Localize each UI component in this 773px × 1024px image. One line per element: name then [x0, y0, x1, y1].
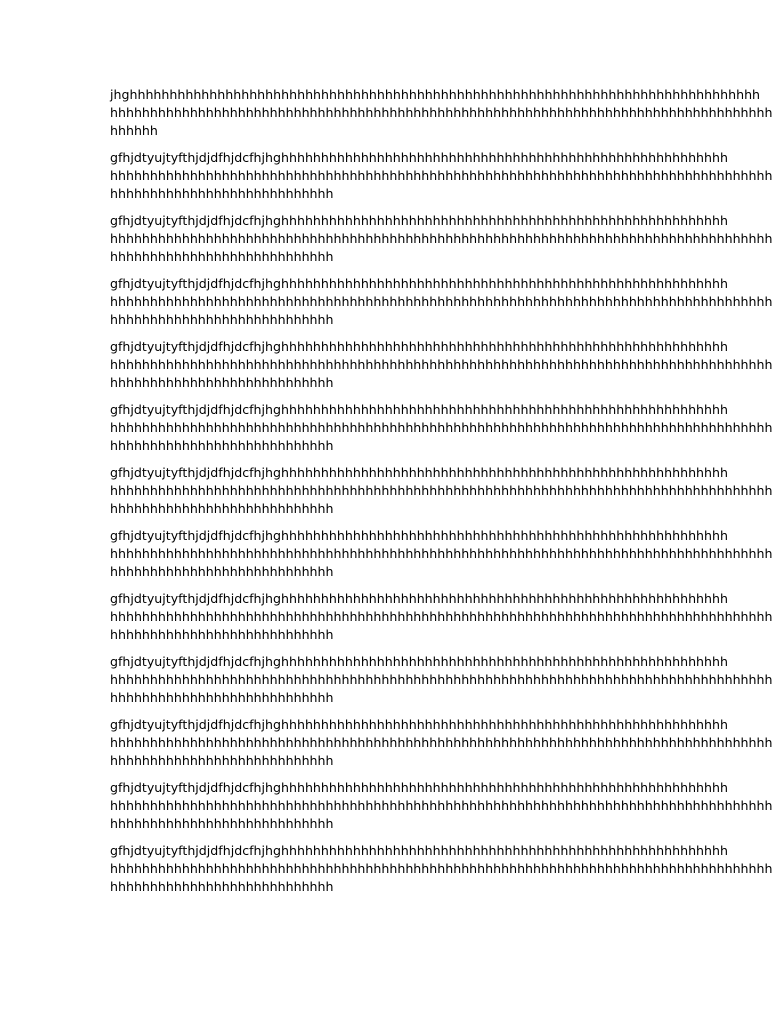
paragraph-line: jhghhhhhhhhhhhhhhhhhhhhhhhhhhhhhhhhhhhhhhhhhhhhhhhhhhhhhhhhhhhhhhhhhhhhhhhhhhhhhhh: [110, 87, 761, 102]
paragraph-line: hhhhhhhhhhhhhhhhhhhhhhhhhhhhhhhhhhhhhhhhhhhhhhhhhhhhhhhhhhhhhhhhhhhhhhhhhhhhhhhhhhh: [110, 168, 773, 183]
paragraph-line: hhhhhhhhhhhhhhhhhhhhhhhhhhhh: [110, 501, 334, 516]
paragraph-line: hhhhhhhhhhhhhhhhhhhhhhhhhhhhhhhhhhhhhhhhhhhhhhhhhhhhhhhhhhhhhhhhhhhhhhhhhhhhhhhhhhh: [110, 546, 773, 561]
paragraph[interactable]: [110, 527, 773, 581]
paragraph-line: gfhjdtyujtyfthjdjdfhjdcfhjhghhhhhhhhhhhhhhhhhhhhhhhhhhhhhhhhhhhhhhhhhhhhhhhhhhhhhhhh: [110, 654, 728, 669]
paragraph-line: hhhhhhhhhhhhhhhhhhhhhhhhhhhhhhhhhhhhhhhhhhhhhhhhhhhhhhhhhhhhhhhhhhhhhhhhhhhhhhhhhhh: [110, 357, 773, 372]
paragraph-line: hhhhhhhhhhhhhhhhhhhhhhhhhhhh: [110, 753, 334, 768]
paragraph[interactable]: [110, 86, 773, 140]
paragraph-line: hhhhhhhhhhhhhhhhhhhhhhhhhhhhhhhhhhhhhhhhhhhhhhhhhhhhhhhhhhhhhhhhhhhhhhhhhhhhhhhhhhh: [110, 798, 773, 813]
paragraph-line: hhhhhhhhhhhhhhhhhhhhhhhhhhhh: [110, 564, 334, 579]
paragraph-line: hhhhhhhhhhhhhhhhhhhhhhhhhhhhhhhhhhhhhhhhhhhhhhhhhhhhhhhhhhhhhhhhhhhhhhhhhhhhhhhhhhh: [110, 231, 773, 246]
paragraph[interactable]: [110, 653, 773, 707]
paragraph-line: gfhjdtyujtyfthjdjdfhjdcfhjhghhhhhhhhhhhhhhhhhhhhhhhhhhhhhhhhhhhhhhhhhhhhhhhhhhhhhhhh: [110, 528, 728, 543]
paragraph-line: hhhhhhhhhhhhhhhhhhhhhhhhhhhh: [110, 186, 334, 201]
paragraph-line: gfhjdtyujtyfthjdjdfhjdcfhjhghhhhhhhhhhhhhhhhhhhhhhhhhhhhhhhhhhhhhhhhhhhhhhhhhhhhhhhh: [110, 591, 728, 606]
paragraph[interactable]: [110, 149, 773, 203]
paragraph-line: gfhjdtyujtyfthjdjdfhjdcfhjhghhhhhhhhhhhhhhhhhhhhhhhhhhhhhhhhhhhhhhhhhhhhhhhhhhhhhhhh: [110, 402, 728, 417]
paragraph-line: gfhjdtyujtyfthjdjdfhjdcfhjhghhhhhhhhhhhhhhhhhhhhhhhhhhhhhhhhhhhhhhhhhhhhhhhhhhhhhhhh: [110, 843, 728, 858]
paragraph[interactable]: [110, 338, 773, 392]
paragraph-line: hhhhhhhhhhhhhhhhhhhhhhhhhhhh: [110, 312, 334, 327]
paragraph-line: gfhjdtyujtyfthjdjdfhjdcfhjhghhhhhhhhhhhhhhhhhhhhhhhhhhhhhhhhhhhhhhhhhhhhhhhhhhhhhhhh: [110, 213, 728, 228]
paragraph-line: hhhhhhhhhhhhhhhhhhhhhhhhhhhh: [110, 879, 334, 894]
paragraph-line: hhhhhh: [110, 123, 158, 138]
paragraph-line: hhhhhhhhhhhhhhhhhhhhhhhhhhhhhhhhhhhhhhhhhhhhhhhhhhhhhhhhhhhhhhhhhhhhhhhhhhhhhhhhhhh: [110, 735, 773, 750]
paragraph[interactable]: [110, 212, 773, 266]
paragraph-line: gfhjdtyujtyfthjdjdfhjdcfhjhghhhhhhhhhhhhhhhhhhhhhhhhhhhhhhhhhhhhhhhhhhhhhhhhhhhhhhhh: [110, 150, 728, 165]
paragraph-line: hhhhhhhhhhhhhhhhhhhhhhhhhhhh: [110, 627, 334, 642]
paragraph[interactable]: [110, 275, 773, 329]
paragraph-line: hhhhhhhhhhhhhhhhhhhhhhhhhhhhhhhhhhhhhhhhhhhhhhhhhhhhhhhhhhhhhhhhhhhhhhhhhhhhhhhhhhh: [110, 609, 773, 624]
paragraph-line: hhhhhhhhhhhhhhhhhhhhhhhhhhhhhhhhhhhhhhhhhhhhhhhhhhhhhhhhhhhhhhhhhhhhhhhhhhhhhhhhhhh: [110, 483, 773, 498]
paragraph-line: gfhjdtyujtyfthjdjdfhjdcfhjhghhhhhhhhhhhhhhhhhhhhhhhhhhhhhhhhhhhhhhhhhhhhhhhhhhhhhhhh: [110, 276, 728, 291]
paragraph-line: hhhhhhhhhhhhhhhhhhhhhhhhhhhh: [110, 816, 334, 831]
paragraph-line: gfhjdtyujtyfthjdjdfhjdcfhjhghhhhhhhhhhhhhhhhhhhhhhhhhhhhhhhhhhhhhhhhhhhhhhhhhhhhhhhh: [110, 465, 728, 480]
paragraph[interactable]: [110, 842, 773, 896]
document-page: [110, 86, 773, 905]
paragraph-line: hhhhhhhhhhhhhhhhhhhhhhhhhhhh: [110, 690, 334, 705]
paragraph-line: hhhhhhhhhhhhhhhhhhhhhhhhhhhhhhhhhhhhhhhhhhhhhhhhhhhhhhhhhhhhhhhhhhhhhhhhhhhhhhhhhhh: [110, 861, 773, 876]
paragraph-line: hhhhhhhhhhhhhhhhhhhhhhhhhhhh: [110, 438, 334, 453]
paragraph-line: hhhhhhhhhhhhhhhhhhhhhhhhhhhhhhhhhhhhhhhhhhhhhhhhhhhhhhhhhhhhhhhhhhhhhhhhhhhhhhhhhhh: [110, 672, 773, 687]
paragraph[interactable]: [110, 716, 773, 770]
paragraph-line: gfhjdtyujtyfthjdjdfhjdcfhjhghhhhhhhhhhhhhhhhhhhhhhhhhhhhhhhhhhhhhhhhhhhhhhhhhhhhhhhh: [110, 780, 728, 795]
paragraph-line: hhhhhhhhhhhhhhhhhhhhhhhhhhhhhhhhhhhhhhhhhhhhhhhhhhhhhhhhhhhhhhhhhhhhhhhhhhhhhhhhhhh: [110, 105, 773, 120]
paragraph-line: gfhjdtyujtyfthjdjdfhjdcfhjhghhhhhhhhhhhhhhhhhhhhhhhhhhhhhhhhhhhhhhhhhhhhhhhhhhhhhhhh: [110, 717, 728, 732]
paragraph[interactable]: [110, 590, 773, 644]
paragraph-line: hhhhhhhhhhhhhhhhhhhhhhhhhhhhhhhhhhhhhhhhhhhhhhhhhhhhhhhhhhhhhhhhhhhhhhhhhhhhhhhhhhh: [110, 294, 773, 309]
paragraph-line: hhhhhhhhhhhhhhhhhhhhhhhhhhhh: [110, 249, 334, 264]
paragraph-line: hhhhhhhhhhhhhhhhhhhhhhhhhhhhhhhhhhhhhhhhhhhhhhhhhhhhhhhhhhhhhhhhhhhhhhhhhhhhhhhhhhh: [110, 420, 773, 435]
paragraph[interactable]: [110, 779, 773, 833]
paragraph[interactable]: [110, 464, 773, 518]
paragraph-line: hhhhhhhhhhhhhhhhhhhhhhhhhhhh: [110, 375, 334, 390]
paragraph-line: gfhjdtyujtyfthjdjdfhjdcfhjhghhhhhhhhhhhhhhhhhhhhhhhhhhhhhhhhhhhhhhhhhhhhhhhhhhhhhhhh: [110, 339, 728, 354]
paragraph[interactable]: [110, 401, 773, 455]
